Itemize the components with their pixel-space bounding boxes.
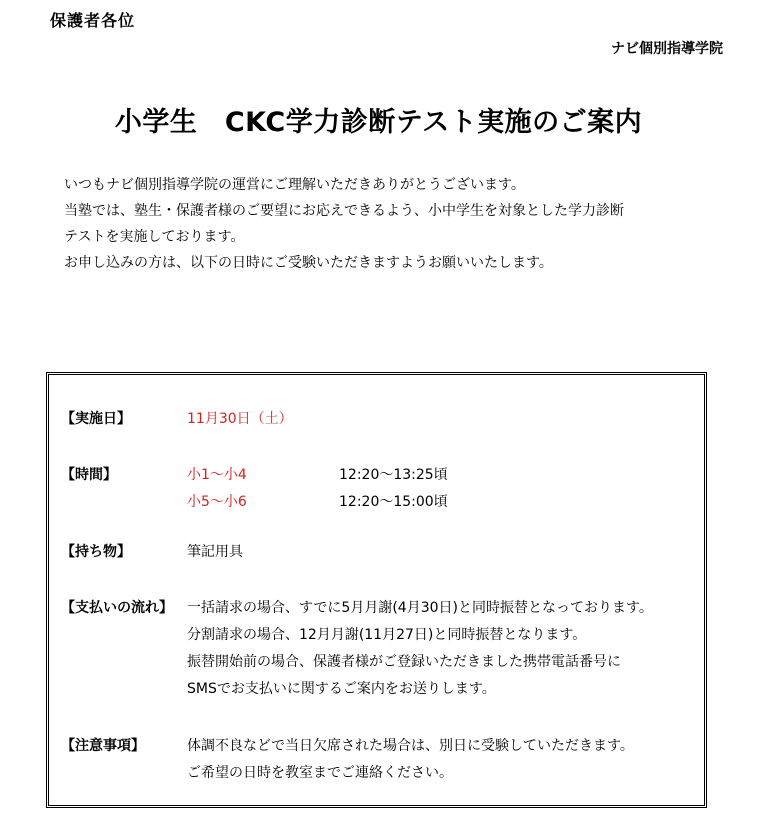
time-grade-lower: 小1～小4 bbox=[187, 467, 247, 483]
notes-label: 【注意事項】 bbox=[61, 738, 145, 754]
time-slot-upper: 12:20～15:00頃 bbox=[339, 494, 448, 510]
time-grade-upper: 小5～小6 bbox=[187, 494, 247, 510]
intro-line: 当塾では、塾生・保護者様のご要望にお応えできるよう、小中学生を対象とした学力診断 bbox=[64, 203, 624, 219]
payment-label: 【支払いの流れ】 bbox=[61, 600, 173, 616]
items-value: 筆記用具 bbox=[187, 544, 243, 560]
time-label: 【時間】 bbox=[61, 467, 117, 483]
payment-line: 一括請求の場合、すでに5月月謝(4月30日)と同時振替となっております。 bbox=[187, 600, 653, 616]
items-label: 【持ち物】 bbox=[61, 544, 131, 560]
recipient-heading: 保護者各位 bbox=[50, 11, 136, 30]
document-title: 小学生 CKC学力診断テスト実施のご案内 bbox=[114, 107, 643, 138]
date-label: 【実施日】 bbox=[61, 411, 131, 427]
intro-line: お申し込みの方は、以下の日時にご受験いただきますようお願いいたします。 bbox=[64, 255, 553, 271]
notes-line: ご希望の日時を教室までご連絡ください。 bbox=[187, 765, 453, 781]
time-slot-lower: 12:20～13:25頃 bbox=[339, 467, 448, 483]
details-box bbox=[46, 372, 707, 808]
intro-line: テストを実施しております。 bbox=[64, 229, 245, 245]
intro-paragraph bbox=[64, 172, 724, 276]
sender-name: ナビ個別指導学院 bbox=[611, 41, 723, 57]
intro-line: いつもナビ個別指導学院の運営にご理解いただきありがとうございます。 bbox=[64, 177, 525, 193]
date-value: 11月30日（土） bbox=[187, 411, 293, 427]
payment-line: 振替開始前の場合、保護者様がご登録いただきました携帯電話番号に bbox=[187, 654, 621, 670]
payment-line: 分割請求の場合、12月月謝(11月27日)と同時振替となります。 bbox=[187, 627, 587, 643]
notes-line: 体調不良などで当日欠席された場合は、別日に受験していただきます。 bbox=[187, 738, 634, 754]
payment-line: SMSでお支払いに関するご案内をお送りします。 bbox=[187, 681, 496, 697]
